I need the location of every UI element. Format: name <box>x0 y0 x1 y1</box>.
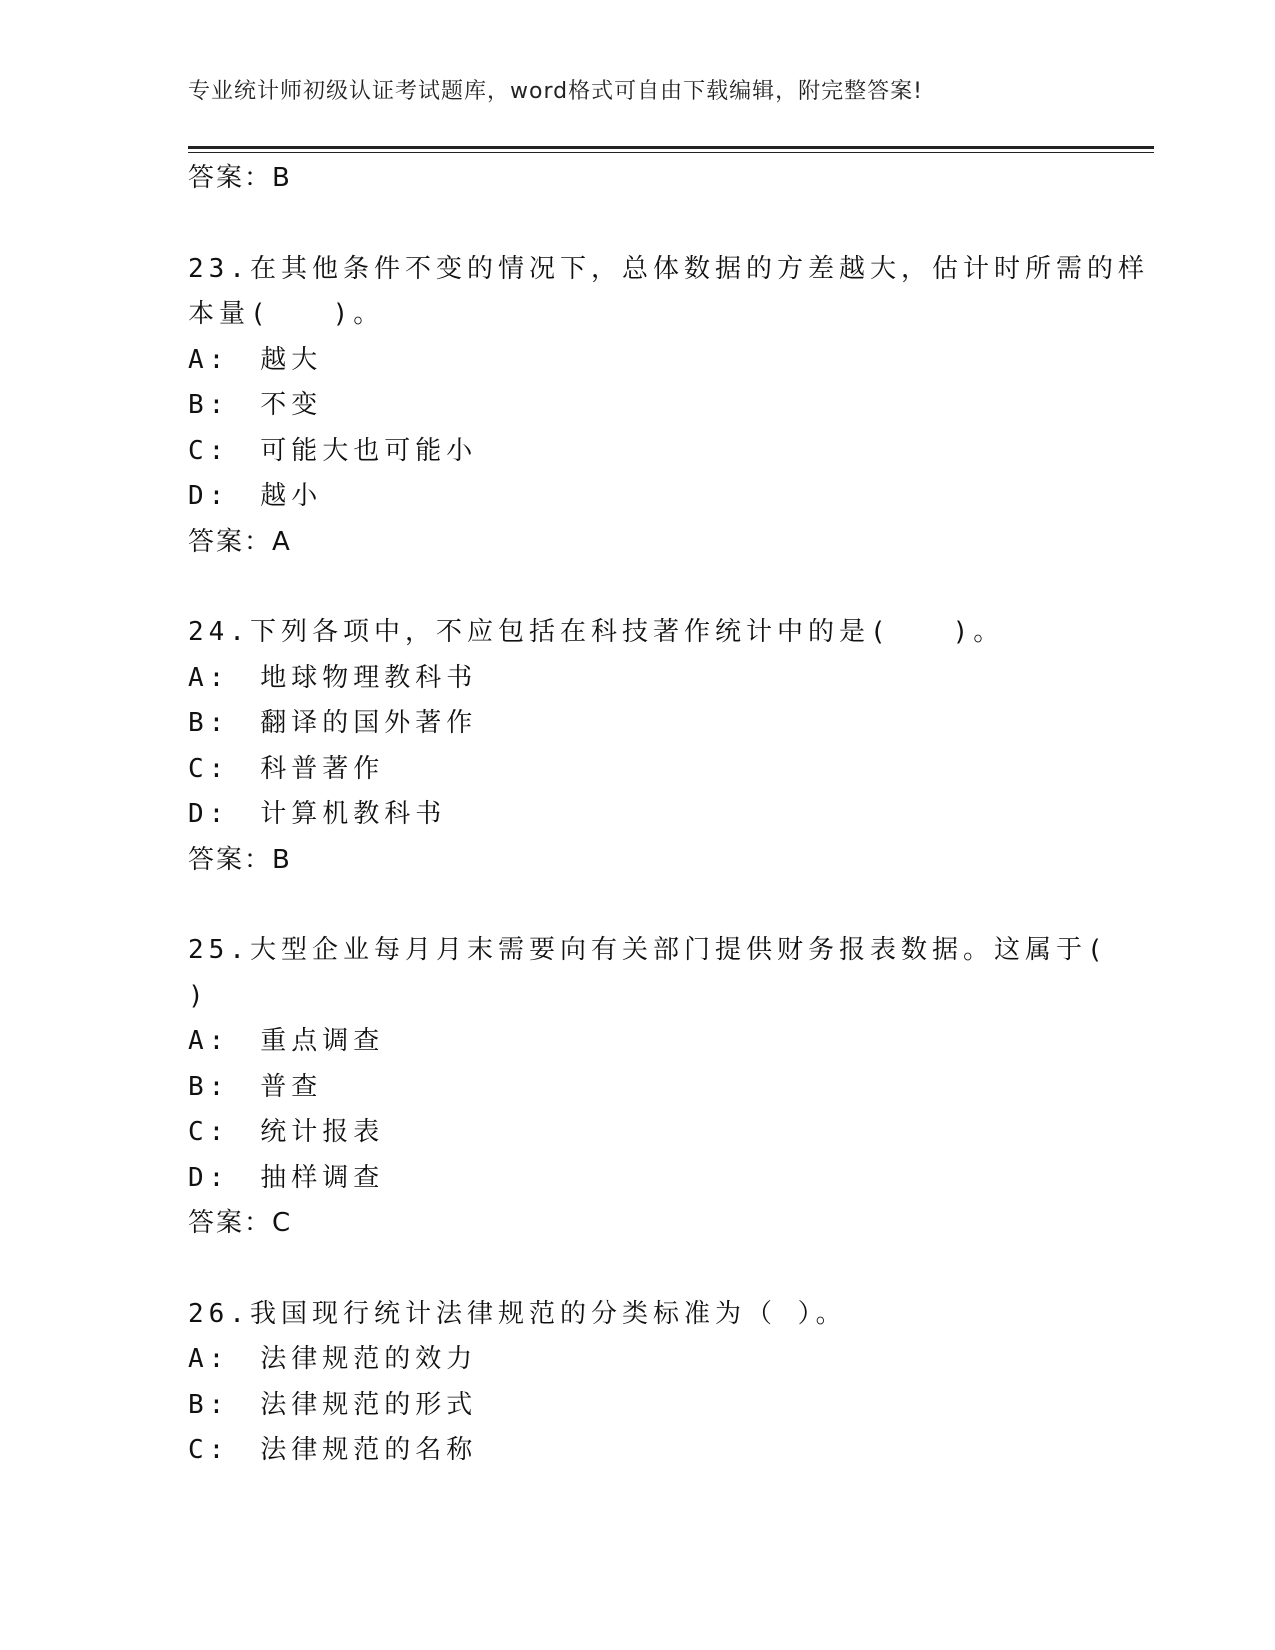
question-26 <box>188 1292 1088 1474</box>
question-stem-cont: 本量( )。 <box>188 299 385 329</box>
option-b: B: 不变 <box>188 390 323 420</box>
option-b: B: 普查 <box>188 1071 323 1102</box>
option-a: A: 越大 <box>188 344 323 375</box>
option-a: A: 法律规范的效力 <box>188 1344 478 1374</box>
question-stem-cont: ) <box>188 980 209 1011</box>
answer: 答案：C <box>188 1208 293 1238</box>
question-list <box>188 156 1149 1474</box>
question-stem: 26.我国现行统计法律规范的分类标准为（ ）。 <box>188 1298 847 1329</box>
option-d: D: 越小 <box>188 481 323 511</box>
answer: 答案：A <box>188 526 292 557</box>
question-25 <box>188 928 1108 1247</box>
question-stem: 24.下列各项中，不应包括在科技著作统计中的是( )。 <box>188 617 1005 647</box>
option-d: D: 计算机教科书 <box>188 799 447 829</box>
option-c: C: 统计报表 <box>188 1117 385 1147</box>
question-stem: 23.在其他条件不变的情况下，总体数据的方差越大，估计时所需的样 <box>188 253 1149 284</box>
question-stem: 25.大型企业每月月末需要向有关部门提供财务报表数据。这属于( <box>188 935 1108 965</box>
answer: 答案：B <box>188 844 292 875</box>
option-c: C: 法律规范的名称 <box>188 1435 478 1465</box>
question-24 <box>188 610 1088 883</box>
answer-q22: 答案：B <box>188 163 292 193</box>
option-a: A: 重点调查 <box>188 1026 385 1056</box>
option-b: B: 翻译的国外著作 <box>188 708 478 738</box>
header-rule-thick <box>188 146 1154 149</box>
option-b: B: 法律规范的形式 <box>188 1389 478 1420</box>
option-c: C: 科普著作 <box>188 753 385 784</box>
option-d: D: 抽样调查 <box>188 1162 385 1193</box>
option-a: A: 地球物理教科书 <box>188 662 478 693</box>
header-rule-thin <box>188 152 1154 153</box>
option-c: C: 可能大也可能小 <box>188 435 478 466</box>
page-header: 专业统计师初级认证考试题库，word格式可自由下载编辑，附完整答案! <box>188 79 923 104</box>
question-23 <box>188 247 1149 566</box>
